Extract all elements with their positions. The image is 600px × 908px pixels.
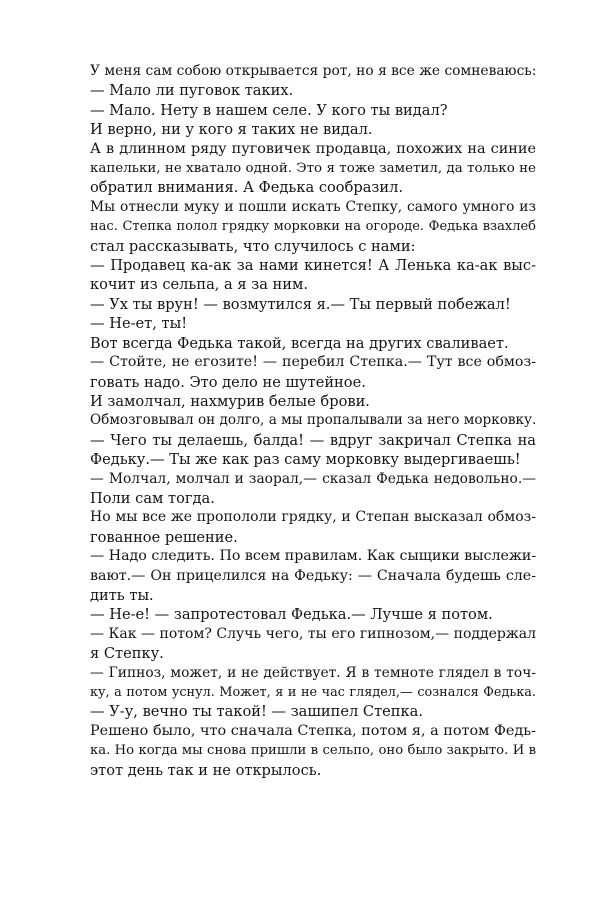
- text-line: И верно, ни у кого я таких не видал.: [90, 121, 373, 139]
- text-line: Но мы все же пропололи грядку, и Степан высказал обмоз-: [90, 509, 536, 526]
- text-line: — Молчал, молчал и заорал,— сказал Федька недовольно.—: [90, 470, 536, 487]
- text-line: этот день так и не открылось.: [90, 761, 322, 779]
- text-line: — Чего ты делаешь, балда! — вдруг закричал Степка на: [90, 431, 536, 449]
- text-line: — Ух ты врун! — возмутился я.— Ты первый побежал!: [90, 295, 511, 313]
- text-line: — Надо следить. По всем правилам. Как сыщики выслежи-: [90, 548, 537, 565]
- text-line: — Гипноз, может, и не действует. Я в темноте глядел в точ-: [90, 664, 536, 681]
- text-line: Вот всегда Федька такой, всегда на других сваливает.: [90, 334, 509, 352]
- text-line: стал рассказывать, что случилось с нами:: [90, 237, 416, 255]
- text-line: — Стойте, не егозите! — перебил Степка.— Тут все обмоз-: [90, 354, 536, 371]
- text-line: — Мало ли пуговок таких.: [90, 82, 294, 100]
- text-line: нас. Степка полол грядку морковки на огороде. Федька взахлеб: [90, 219, 536, 235]
- text-line: гованное решение.: [90, 528, 238, 546]
- text-line: Мы отнесли муку и пошли искать Степку, самого умного из: [90, 198, 536, 215]
- text-line: — Не-ет, ты!: [90, 315, 188, 333]
- text-line: говать надо. Это дело не шутейное.: [90, 373, 366, 391]
- text-line: капельки, не хватало одной. Это я тоже заметил, да только не: [90, 161, 536, 177]
- text-line: — Продавец ка-ак за нами кинется! А Ленька ка-ак выс-: [90, 257, 536, 275]
- text-line: — Мало. Нету в нашем селе. У кого ты видал?: [90, 101, 448, 119]
- text-line: — У-у, вечно ты такой! — зашипел Степка.: [90, 703, 423, 721]
- text-line: У меня сам собою открывается рот, но я все же сомневаюсь:: [90, 63, 537, 79]
- text-line: ку, а потом уснул. Может, я и не час глядел,— сознался Федька.: [90, 685, 536, 700]
- text-line: Федьку.— Ты же как раз саму морковку выдергиваешь!: [90, 451, 521, 469]
- text-line: И замолчал, нахмурив белые брови.: [90, 392, 370, 410]
- text-line: я Степку.: [90, 645, 164, 663]
- text-line: кочит из сельпа, а я за ним.: [90, 276, 308, 294]
- text-line: — Не-е! — запротестовал Федька.— Лучше я потом.: [90, 606, 493, 624]
- text-line: Поли сам тогда.: [90, 489, 215, 507]
- text-line: — Как — потом? Случь чего, ты его гипнозом,— поддержал: [90, 625, 536, 642]
- text-line: Решено было, что сначала Степка, потом я, а потом Федь-: [90, 722, 536, 739]
- text-line: дить ты.: [90, 586, 154, 604]
- text-line: Обмозговывал он долго, а мы пропалывали за него морковку.: [90, 412, 537, 429]
- text-line: А в длинном ряду пуговичек продавца, похожих на синие: [90, 140, 536, 157]
- text-line: ка. Но когда мы снова пришли в сельпо, оно было закрыто. И в: [90, 743, 536, 759]
- text-line: обратил внимания. А Федька сообразил.: [90, 179, 403, 197]
- page-text: [90, 62, 536, 780]
- text-line: вают.— Он прицелился на Федьку: — Сначала будешь сле-: [90, 567, 536, 584]
